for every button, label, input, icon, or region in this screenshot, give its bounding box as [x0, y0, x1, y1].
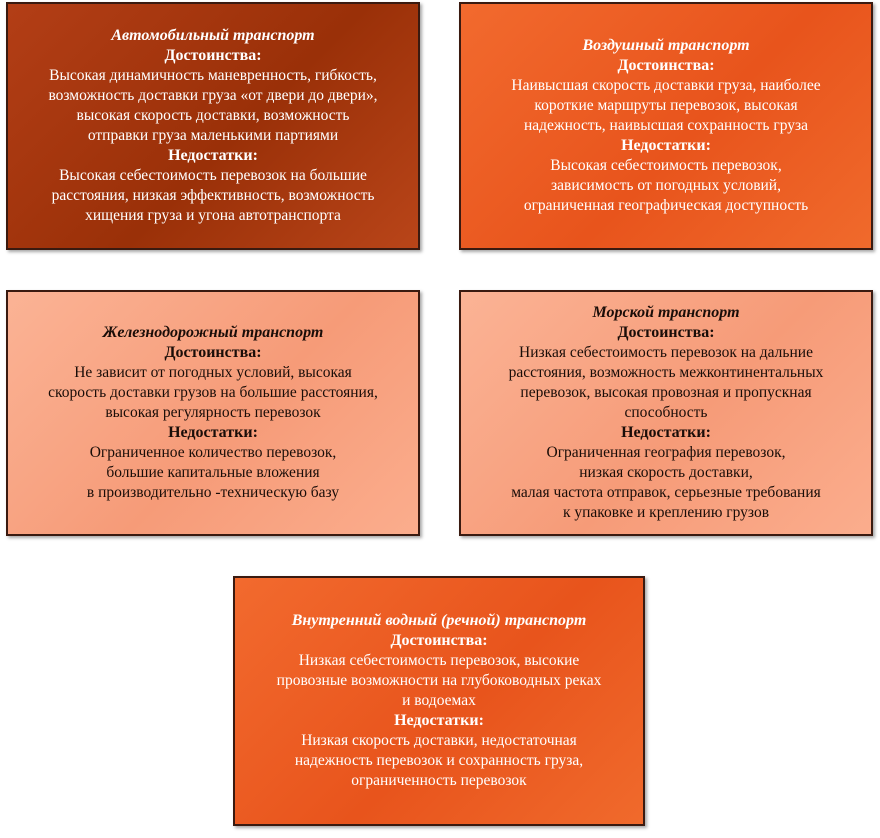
card-air-transport	[459, 2, 873, 250]
advantage-line: скорость доставки грузов на большие расстояния,	[48, 384, 378, 401]
disadvantages-heading: Недостатки:	[168, 147, 258, 164]
advantage-line: отправки груза маленькими партиями	[87, 127, 339, 144]
card-auto-transport	[6, 2, 420, 250]
advantage-line: и водоемах	[402, 692, 476, 709]
advantage-line: расстояния, возможность межконтинентальных	[508, 364, 824, 381]
advantage-line: Не зависит от погодных условий, высокая	[74, 364, 352, 381]
advantage-line: высокая скорость доставки, возможность	[76, 107, 350, 124]
advantages-heading: Достоинства:	[617, 324, 715, 341]
disadvantage-line: Высокая себестоимость перевозок,	[550, 157, 782, 174]
advantage-line: Низкая себестоимость перевозок, высокие	[298, 652, 580, 669]
card-title: Морской транспорт	[592, 304, 740, 321]
disadvantages-heading: Недостатки:	[168, 424, 258, 441]
advantage-line: провозные возможности на глубоководных реках	[276, 672, 602, 689]
disadvantages-heading: Недостатки:	[394, 712, 484, 729]
card-title: Воздушный транспорт	[582, 37, 750, 54]
advantage-line: Высокая динамичность маневренность, гибкость,	[49, 67, 377, 84]
advantage-line: способность	[624, 404, 708, 421]
disadvantage-line: хищения груза и угона автотранспорта	[85, 207, 341, 224]
disadvantage-line: большие капитальные вложения	[106, 464, 320, 481]
disadvantage-line: Ограниченная география перевозок,	[546, 444, 786, 461]
disadvantage-line: Низкая скорость доставки, недостаточная	[301, 732, 577, 749]
disadvantage-line: надежность перевозок и сохранность груза,	[294, 752, 584, 769]
card-sea-transport	[459, 290, 873, 536]
card-river-transport	[233, 576, 645, 826]
advantages-heading: Достоинства:	[390, 632, 488, 649]
disadvantage-line: Высокая себестоимость перевозок на большие	[59, 167, 367, 184]
disadvantage-line: к упаковке и креплению грузов	[562, 504, 770, 521]
advantages-heading: Достоинства:	[164, 47, 262, 64]
advantage-line: возможность доставки груза «от двери до двери»,	[48, 87, 378, 104]
card-title: Железнодорожный транспорт	[102, 324, 324, 341]
disadvantage-line: зависимость от погодных условий,	[551, 177, 781, 194]
advantage-line: Наивысшая скорость доставки груза, наиболее	[511, 77, 821, 94]
disadvantage-line: Ограниченное количество перевозок,	[89, 444, 337, 461]
disadvantage-line: расстояния, низкая эффективность, возможность	[51, 187, 375, 204]
disadvantages-heading: Недостатки:	[621, 137, 711, 154]
advantage-line: высокая регулярность перевозок	[105, 404, 321, 421]
advantage-line: короткие маршруты перевозок, высокая	[534, 97, 798, 114]
disadvantages-heading: Недостатки:	[621, 424, 711, 441]
card-rail-transport	[6, 290, 420, 536]
disadvantage-line: ограниченная географическая доступность	[523, 197, 809, 214]
advantage-line: перевозок, высокая провозная и пропускная	[520, 384, 812, 401]
advantages-heading: Достоинства:	[164, 344, 262, 361]
advantage-line: надежность, наивысшая сохранность груза	[523, 117, 809, 134]
disadvantage-line: ограниченность перевозок	[351, 772, 527, 789]
advantages-heading: Достоинства:	[617, 57, 715, 74]
advantage-line: Низкая себестоимость перевозок на дальние	[519, 344, 813, 361]
disadvantage-line: в производительно -техническую базу	[86, 484, 340, 501]
card-title: Автомобильный транспорт	[111, 27, 315, 44]
disadvantage-line: низкая скорость доставки,	[579, 464, 753, 481]
disadvantage-line: малая частота отправок, серьезные требования	[511, 484, 821, 501]
card-title: Внутренний водный (речной) транспорт	[291, 612, 587, 629]
